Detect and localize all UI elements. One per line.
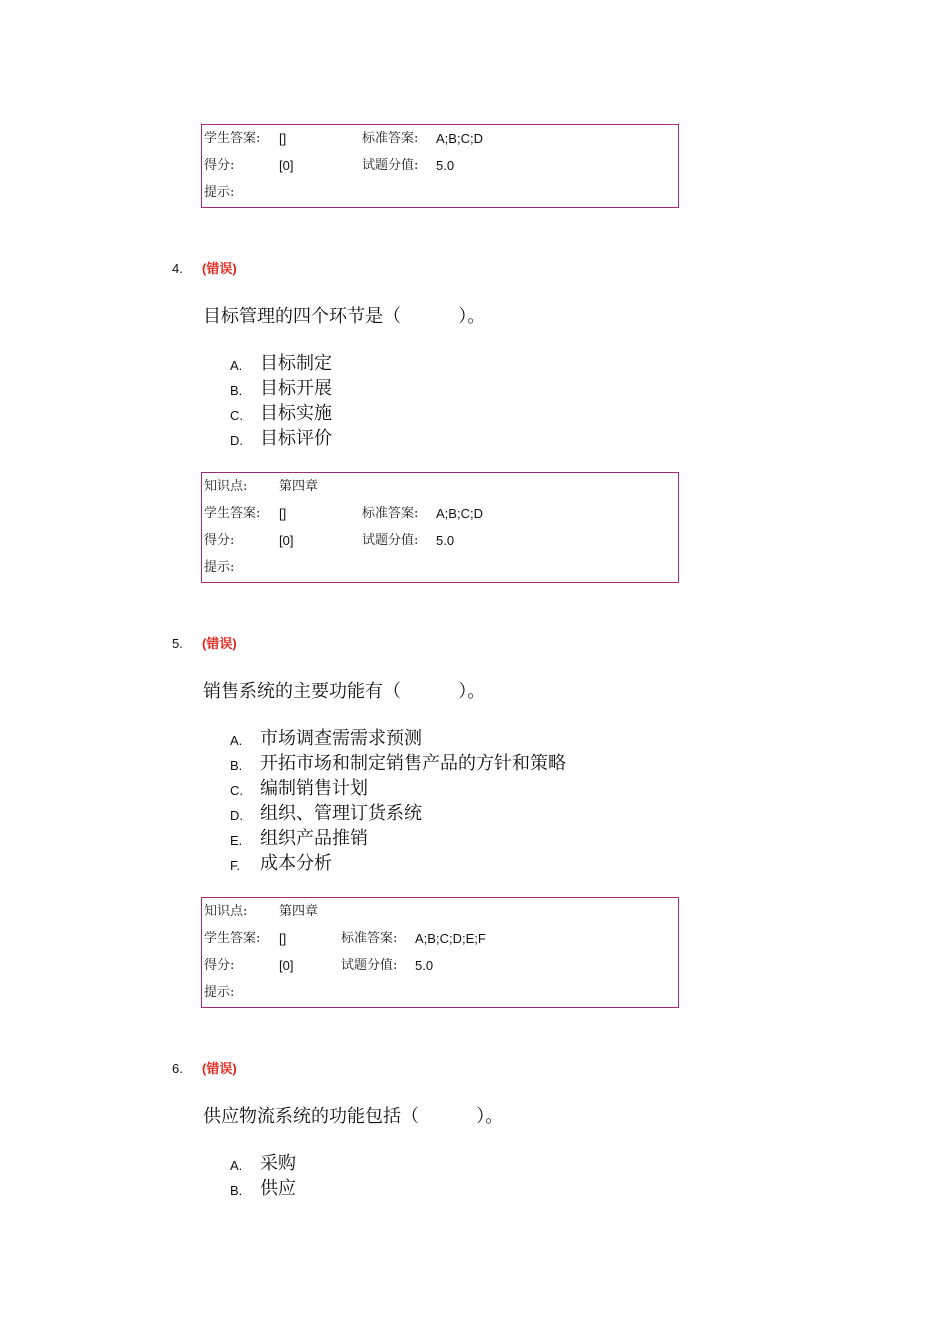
student-answer-value: [] <box>279 931 287 946</box>
result-box-q4 <box>201 472 679 583</box>
question-number: 4. <box>172 261 183 276</box>
student-answer-label: 学生答案: <box>204 931 261 946</box>
status-badge-error: (错误) <box>202 636 237 651</box>
item-value-label: 试题分值: <box>362 158 419 173</box>
option-letter: A. <box>230 358 243 373</box>
standard-answer-label: 标准答案: <box>362 131 419 146</box>
item-value-value: 5.0 <box>436 533 455 548</box>
option-letter: C. <box>230 783 243 798</box>
option-text: 成本分析 <box>260 853 332 874</box>
student-answer-label: 学生答案: <box>204 506 261 521</box>
question-text-4: 目标管理的四个环节是（ ）。 <box>203 306 486 327</box>
standard-answer-value: A;B;C;D <box>436 131 483 146</box>
option-text: 市场调查需需求预测 <box>260 728 422 749</box>
standard-answer-value: A;B;C;D;E;F <box>415 931 486 946</box>
result-box-q5 <box>201 897 679 1008</box>
option-text: 编制销售计划 <box>260 778 368 799</box>
knowledge-label: 知识点: <box>204 479 248 494</box>
item-value-label: 试题分值: <box>341 958 398 973</box>
option-text: 目标制定 <box>260 353 332 374</box>
question-number: 5. <box>172 636 183 651</box>
option-text: 开拓市场和制定销售产品的方针和策略 <box>260 753 566 774</box>
hint-label: 提示: <box>204 985 235 1000</box>
question-header-4 <box>172 260 292 278</box>
result-box-q3 <box>201 124 679 208</box>
status-badge-error: (错误) <box>202 261 237 276</box>
option-text: 目标评价 <box>260 428 332 449</box>
option-text: 目标开展 <box>260 378 332 399</box>
standard-answer-label: 标准答案: <box>341 931 398 946</box>
option-letter: B. <box>230 1183 243 1198</box>
hint-label: 提示: <box>204 560 235 575</box>
option-letter: B. <box>230 383 243 398</box>
option-text: 组织、管理订货系统 <box>260 803 422 824</box>
knowledge-value: 第四章 <box>279 479 319 494</box>
score-label: 得分: <box>204 533 235 548</box>
standard-answer-label: 标准答案: <box>362 506 419 521</box>
score-label: 得分: <box>204 158 235 173</box>
item-value-label: 试题分值: <box>362 533 419 548</box>
student-answer-value: [] <box>279 131 287 146</box>
option-text: 供应 <box>260 1178 296 1199</box>
knowledge-label: 知识点: <box>204 904 248 919</box>
knowledge-value: 第四章 <box>279 904 319 919</box>
option-letter: A. <box>230 733 243 748</box>
score-value: [0] <box>279 958 294 973</box>
option-letter: C. <box>230 408 243 423</box>
option-letter: D. <box>230 433 243 448</box>
question-header-6 <box>172 1060 292 1078</box>
score-value: [0] <box>279 158 294 173</box>
score-value: [0] <box>279 533 294 548</box>
option-letter: A. <box>230 1158 243 1173</box>
question-text-5: 销售系统的主要功能有（ ）。 <box>203 681 486 702</box>
option-letter: E. <box>230 833 243 848</box>
standard-answer-value: A;B;C;D <box>436 506 483 521</box>
item-value-value: 5.0 <box>415 958 434 973</box>
question-number: 6. <box>172 1061 183 1076</box>
hint-label: 提示: <box>204 185 235 200</box>
student-answer-value: [] <box>279 506 287 521</box>
score-label: 得分: <box>204 958 235 973</box>
option-text: 组织产品推销 <box>260 828 368 849</box>
question-text-6: 供应物流系统的功能包括（ ）。 <box>203 1106 504 1127</box>
option-letter: D. <box>230 808 243 823</box>
question-header-5 <box>172 635 292 653</box>
option-letter: F. <box>230 858 241 873</box>
option-text: 目标实施 <box>260 403 332 424</box>
student-answer-label: 学生答案: <box>204 131 261 146</box>
option-letter: B. <box>230 758 243 773</box>
status-badge-error: (错误) <box>202 1061 237 1076</box>
item-value-value: 5.0 <box>436 158 455 173</box>
option-text: 采购 <box>260 1153 296 1174</box>
